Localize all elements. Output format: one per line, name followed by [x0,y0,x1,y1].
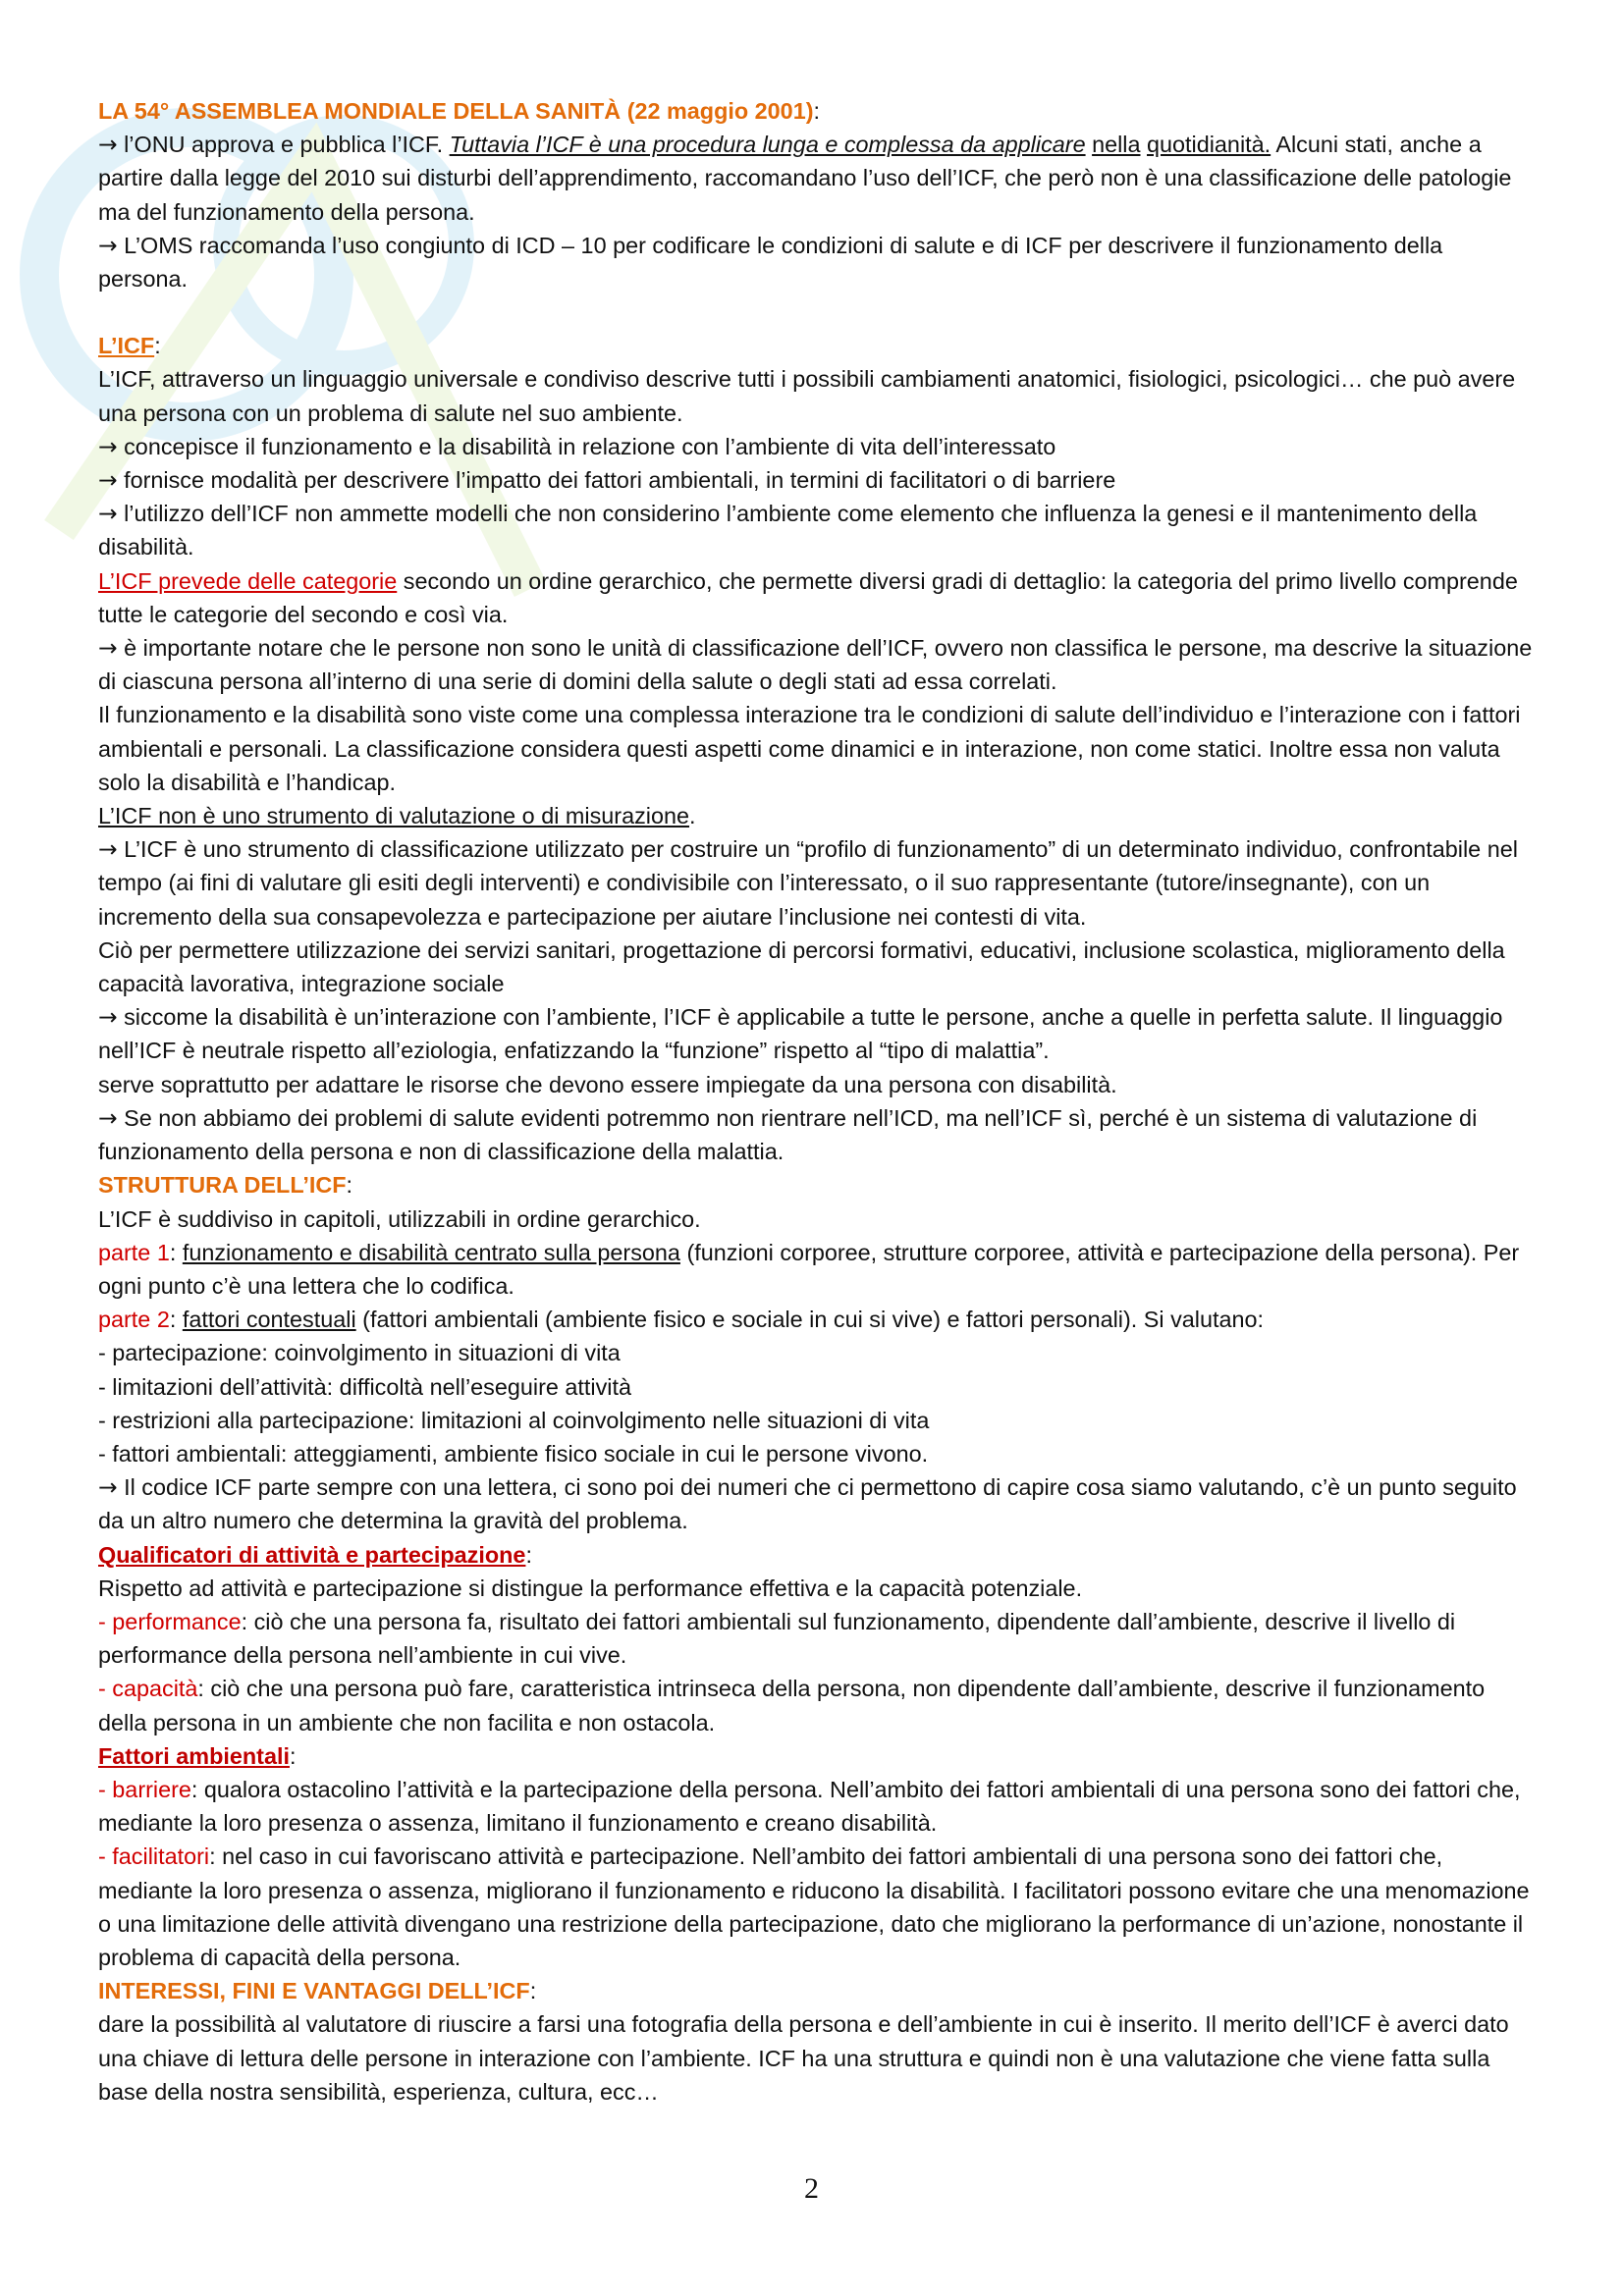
icf-bullet-6: → siccome la disabilità è un’interazione con l’ambiente, l’ICF è applicabile a tutte le persone, anche a quelle in perfetta salute. Il linguaggio nell’ICF è neutrale rispetto all’eziologia, enfatizzando la “funzione” rispetto al “tipo di malattia”. [98,1003,1503,1064]
page-number: 2 [804,2172,819,2205]
icf-paragraph-2: Ciò per permettere utilizzazione dei servizi sanitari, progettazione di percorsi formativi, educativi, inclusione scolastica, miglioramento della capacità lavorativa, integrazione sociale [98,936,1505,997]
icf-categories-paragraph: L’ICF prevede delle categorie secondo un ordine gerarchico, che permette diversi gradi di dettaglio: la categoria del primo livello comprende tutte le categorie del secondo e così via. [98,567,1518,627]
assembly-paragraph-2: → L’OMS raccomanda l’uso congiunto di ICD – 10 per codificare le condizioni di salute e di ICF per descrivere il funzionamento della persona. [98,231,1443,293]
env-barriers: - barriere: qualora ostacolino l’attività e la partecipazione della persona. Nell’ambito dei fattori ambientali di una persona sono dei fattori che, mediante la loro presenza o assenza, limitano il funzionamento e creano disabilità. [98,1776,1521,1837]
icf-bullet-1: → concepisce il funzionamento e la disabilità in relazione con l’ambiente di vita dell’interessato [98,432,1056,460]
arrow-icon: → [98,131,118,159]
icf-paragraph-3: serve soprattutto per adattare le risorse che devono essere impiegate da una persona con disabilità. [98,1071,1117,1097]
arrow-icon: → [98,466,118,495]
icf-intro: L’ICF, attraverso un linguaggio universale e condiviso descrive tutti i possibili cambiamenti anatomici, fisiologici, psicologici… che può avere una persona con un problema di salute nel suo ambiente. [98,366,1516,426]
structure-item: - limitazioni dell’attività: difficoltà nell’eseguire attività [98,1373,631,1400]
icf-bullet-2: → fornisce modalità per descrivere l’impatto dei fattori ambientali, in termini di facilitatori o di barriere [98,466,1116,495]
icf-bullet-3: → l’utilizzo dell’ICF non ammette modelli che non considerino l’ambiente come elemento che influenza la genesi e il mantenimento della disabilità. [98,500,1478,561]
structure-bullet-1: → Il codice ICF parte sempre con una lettera, ci sono poi dei numeri che ci permettono di capire cosa siamo valutando, c’è un punto seguito da un altro numero che determina la gravità del problema. [98,1473,1517,1534]
arrow-icon: → [98,1003,118,1032]
arrow-icon: → [98,1103,118,1132]
icf-not-a-tool: L’ICF non è uno strumento di valutazione o di misurazione. [98,803,696,829]
interests-body: dare la possibilità al valutatore di riuscire a farsi una fotografia della persona e dell’ambiente in cui è inserito. Il merito dell’ICF è averci dato una chiave di lettura delle persone in interazione con l’ambiente. ICF ha una struttura e quindi non è una valutazione che viene fatta sulla base della nostra sensibilità, esperienza, cultura, ecc… [98,2011,1509,2105]
qualifiers-heading: Qualificatori di attività e partecipazione: [98,1541,532,1568]
structure-item: - partecipazione: coinvolgimento in situazioni di vita [98,1340,621,1366]
icf-heading: L’ICF: [98,333,161,359]
arrow-icon: → [98,1473,118,1502]
assembly-heading: LA 54° ASSEMBLEA MONDIALE DELLA SANITÀ (22 maggio 2001): [98,98,820,124]
qualifiers-performance: - performance: ciò che una persona fa, risultato dei fattori ambientali sul funzionamento, dipendente dall’ambiente, descrive il livello di performance della persona nell’ambiente in cui vive. [98,1608,1456,1669]
icf-bullet-4: → è importante notare che le persone non sono le unità di classificazione dell’ICF, ovvero non classifica le persone, ma descrive la situazione di ciascuna persona all’interno di una serie di domini della salute o degli stati ad essa correlati. [98,634,1533,695]
arrow-icon: → [98,634,118,663]
icf-bullet-7: → Se non abbiamo dei problemi di salute evidenti potremmo non rientrare nell’ICD, ma nell’ICF sì, perché è un sistema di valutazione di funzionamento della persona e non di classificazione della malattia. [98,1103,1478,1165]
icf-paragraph-1: Il funzionamento e la disabilità sono viste come una complessa interazione tra le condizioni di salute dell’individuo e l’interazione con i fattori ambientali e personali. La classificazione considera questi aspetti come dinamici e in interazione, non come statici. Inoltre essa non valuta solo la disabilità e l’handicap. [98,702,1521,795]
structure-item: - restrizioni alla partecipazione: limitazioni al coinvolgimento nelle situazioni di vita [98,1407,930,1433]
arrow-icon: → [98,231,118,259]
env-heading: Fattori ambientali: [98,1742,297,1769]
structure-part-1: parte 1: funzionamento e disabilità centrato sulla persona (funzioni corporee, strutture corporee, attività e partecipazione della persona). Per ogni punto c’è una lettera che lo codifica. [98,1239,1520,1299]
structure-item: - fattori ambientali: atteggiamenti, ambiente fisico sociale in cui le persone vivono. [98,1440,929,1467]
structure-heading: STRUTTURA DELL’ICF: [98,1172,353,1199]
env-facilitators: - facilitatori: nel caso in cui favoriscano attività e partecipazione. Nell’ambito dei fattori ambientali di una persona sono dei fattori che, mediante la loro presenza o assenza, migliorano il funzionamento e riducono la disabilità. I facilitatori possono evitare che una menomazione o una limitazione delle attività divengano una restrizione della partecipazione, dato che migliorano la performance di un’azione, nonostante il problema di capacità della persona. [98,1843,1530,1970]
arrow-icon: → [98,432,118,460]
structure-intro: L’ICF è suddiviso in capitoli, utilizzabili in ordine gerarchico. [98,1205,701,1232]
qualifiers-capacity: - capacità: ciò che una persona può fare, caratteristica intrinseca della persona, non dipendente dall’ambiente, descrive il funzionamento della persona in un ambiente che non facilita e non ostacola. [98,1676,1486,1735]
qualifiers-intro: Rispetto ad attività e partecipazione si distingue la performance effettiva e la capacità potenziale. [98,1575,1083,1601]
document-body [98,94,1538,2109]
assembly-paragraph-1: → l’ONU approva e pubblica l’ICF. Tuttavia l’ICF è una procedura lunga e complessa da applicare nella quotidianità. Alcuni stati, anche a partire dalla legge del 2010 sui disturbi dell’apprendimento, raccomandano l’uso dell’ICF, che però non è una classificazione delle patologie ma del funzionamento della persona. [98,131,1512,225]
arrow-icon: → [98,835,118,864]
structure-part-2: parte 2: fattori contestuali (fattori ambientali (ambiente fisico e sociale in cui si vive) e fattori personali). Si valutano: [98,1307,1264,1333]
arrow-icon: → [98,500,118,528]
icf-bullet-5: → L’ICF è uno strumento di classificazione utilizzato per costruire un “profilo di funzionamento” di un determinato individuo, confrontabile nel tempo (ai fini di valutare gli esiti degli interventi) e condivisibile con l’interessato, o il suo rappresentante (tutore/insegnante), con un incremento della sua consapevolezza e partecipazione per aiutare l’inclusione nei contesti di vita. [98,835,1518,930]
interests-heading: INTERESSI, FINI E VANTAGGI DELL’ICF: [98,1978,537,2004]
